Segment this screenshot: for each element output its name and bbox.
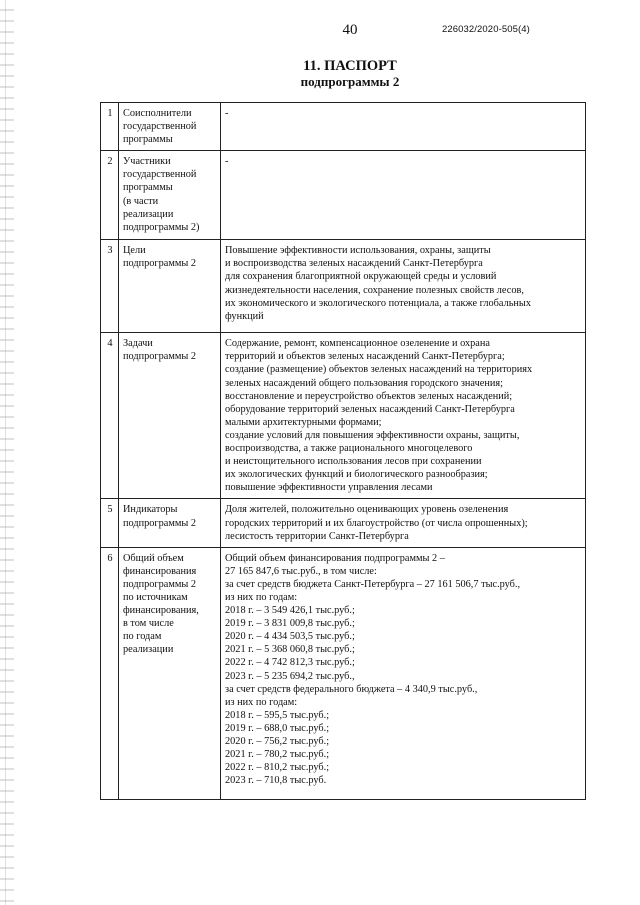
- row-value-line: и неистощительного использования лесов при сохранении: [225, 456, 482, 468]
- row-name-cell: [119, 499, 221, 547]
- row-value-line: 2022 г. – 810,2 тыс.руб.;: [225, 762, 330, 774]
- row-value-line: городских территорий и их благоустройство (от числа опрошенных);: [225, 517, 528, 529]
- scan-edge-artifact: [0, 0, 14, 905]
- row-value-line: за счет средств федерального бюджета – 4 340,9 тыс.руб.,: [225, 683, 478, 695]
- row-value-line: для сохранения благоприятной окружающей среды и условий: [225, 271, 497, 283]
- row-value-line: 2020 г. – 4 434 503,5 тыс.руб.;: [225, 631, 355, 643]
- row-value-line: создание условий для повышения эффективности охраны, защиты,: [225, 429, 520, 441]
- row-value-line: 2021 г. – 5 368 060,8 тыс.руб.;: [225, 644, 355, 656]
- row-name-line: программы: [123, 182, 173, 194]
- row-value-line: восстановление и переустройство объектов зеленых насаждений;: [225, 390, 513, 402]
- row-name-line: Соисполнители: [123, 108, 192, 119]
- row-number: 1: [101, 103, 119, 151]
- row-value-cell: [221, 151, 586, 240]
- row-name-cell: [119, 151, 221, 240]
- row-value-line: 2018 г. – 595,5 тыс.руб.;: [225, 709, 330, 721]
- row-name-line: государственной: [123, 169, 197, 181]
- row-value-line: Повышение эффективности использования, охраны, защиты: [225, 245, 491, 257]
- table-row: [101, 240, 586, 333]
- row-name-line: программы: [123, 134, 173, 146]
- row-value-line: -: [225, 156, 229, 168]
- table-row: [101, 103, 586, 151]
- row-value-line: 2023 г. – 5 235 694,2 тыс.руб.,: [225, 670, 355, 682]
- row-name-line: Задачи: [123, 338, 153, 350]
- row-name-line: подпрограммы 2: [123, 351, 197, 363]
- row-value-line: повышение эффективности управления лесами: [225, 482, 433, 494]
- row-name-line: финансирования: [123, 565, 197, 577]
- row-name-cell: [119, 547, 221, 799]
- row-value-line: из них по годам:: [225, 591, 298, 603]
- row-number: 5: [101, 499, 119, 547]
- row-value-line: малыми архитектурными формами;: [225, 416, 382, 428]
- row-name-line: подпрограммы 2: [123, 517, 197, 529]
- row-value-line: 2019 г. – 688,0 тыс.руб.;: [225, 722, 330, 734]
- row-value-line: 2019 г. – 3 831 009,8 тыс.руб.;: [225, 618, 355, 630]
- row-value-cell: [221, 240, 586, 333]
- passport-table: [100, 102, 586, 800]
- row-name-line: по годам: [123, 631, 162, 643]
- row-name-cell: [119, 103, 221, 151]
- passport-table-body: [101, 103, 586, 800]
- row-value-cell: [221, 103, 586, 151]
- row-value-line: 2021 г. – 780,2 тыс.руб.;: [225, 749, 330, 761]
- row-name-line: (в части: [123, 195, 159, 207]
- row-number: 4: [101, 333, 119, 499]
- table-row: [101, 333, 586, 499]
- section-subtitle: подпрограммы 2: [300, 74, 400, 89]
- row-value-line: их экономического и экологического потенциала, а также глобальных: [225, 297, 531, 309]
- section-title: 11. ПАСПОРТ: [303, 58, 397, 74]
- row-value-line: воспроизводства, а также рационального многоцелевого: [225, 443, 473, 455]
- row-value-line: жизнедеятельности населения, сохранение полезных свойств лесов,: [225, 284, 524, 296]
- row-name-line: реализации: [123, 208, 174, 220]
- row-value-line: их экологических функций и биологического разнообразия;: [225, 469, 488, 481]
- row-value-line: лесистость территории Санкт-Петербурга: [225, 530, 409, 542]
- page-number: 40: [342, 22, 358, 38]
- row-name-cell: [119, 240, 221, 333]
- row-value-line: 2022 г. – 4 742 812,3 тыс.руб.;: [225, 657, 355, 669]
- row-value-line: 2020 г. – 756,2 тыс.руб.;: [225, 736, 330, 747]
- row-value-line: территорий и объектов зеленых насаждений Санкт-Петербурга;: [225, 351, 505, 363]
- row-value-line: за счет средств бюджета Санкт-Петербурга – 27 161 506,7 тыс.руб.,: [225, 578, 521, 590]
- row-name-line: государственной: [123, 121, 197, 133]
- row-number: 3: [101, 240, 119, 333]
- document-code: 226032/2020-505(4): [442, 24, 530, 35]
- row-value-cell: [221, 333, 586, 499]
- row-value-cell: [221, 499, 586, 547]
- row-number: 2: [101, 151, 119, 240]
- row-name-line: Индикаторы: [123, 504, 178, 516]
- row-value-line: 27 165 847,6 тыс.руб., в том числе:: [225, 565, 377, 577]
- row-value-line: зеленых насаждений общего пользования городского значения;: [225, 377, 503, 389]
- row-value-line: создание (размещение) объектов зеленых насаждений на территориях: [225, 364, 533, 376]
- row-value-line: из них по годам:: [225, 696, 298, 708]
- row-value-line: функций: [225, 310, 264, 322]
- row-name-line: финансирования,: [123, 605, 199, 617]
- row-value-line: Содержание, ремонт, компенсационное озеленение и охрана: [225, 338, 490, 350]
- table-row: [101, 151, 586, 240]
- row-name-line: Цели: [123, 245, 146, 257]
- row-name-line: по источникам: [123, 591, 188, 603]
- row-value-cell: [221, 547, 586, 799]
- row-value-line: 2018 г. – 3 549 426,1 тыс.руб.;: [225, 605, 355, 617]
- row-value-line: оборудование территорий зеленых насаждений Санкт-Петербурга: [225, 403, 515, 415]
- row-name-line: подпрограммы 2: [123, 258, 197, 270]
- row-name-line: подпрограммы 2): [123, 221, 200, 233]
- row-name-cell: [119, 333, 221, 499]
- row-value-line: Доля жителей, положительно оценивающих уровень озеленения: [225, 504, 509, 516]
- row-value-line: 2023 г. – 710,8 тыс.руб.: [225, 775, 327, 787]
- table-row: [101, 499, 586, 547]
- row-name-line: подпрограммы 2: [123, 578, 197, 590]
- row-number: 6: [101, 547, 119, 799]
- table-row: [101, 547, 586, 799]
- row-value-line: -: [225, 108, 229, 119]
- row-name-line: Общий объем: [123, 552, 184, 564]
- row-value-line: Общий объем финансирования подпрограммы 2 –: [225, 552, 445, 564]
- row-value-line: и воспроизводства зеленых насаждений Санкт-Петербурга: [225, 258, 483, 270]
- row-name-line: Участники: [123, 156, 171, 168]
- section-title-block: [0, 58, 640, 90]
- row-name-line: в том числе: [123, 618, 174, 630]
- row-name-line: реализации: [123, 644, 174, 656]
